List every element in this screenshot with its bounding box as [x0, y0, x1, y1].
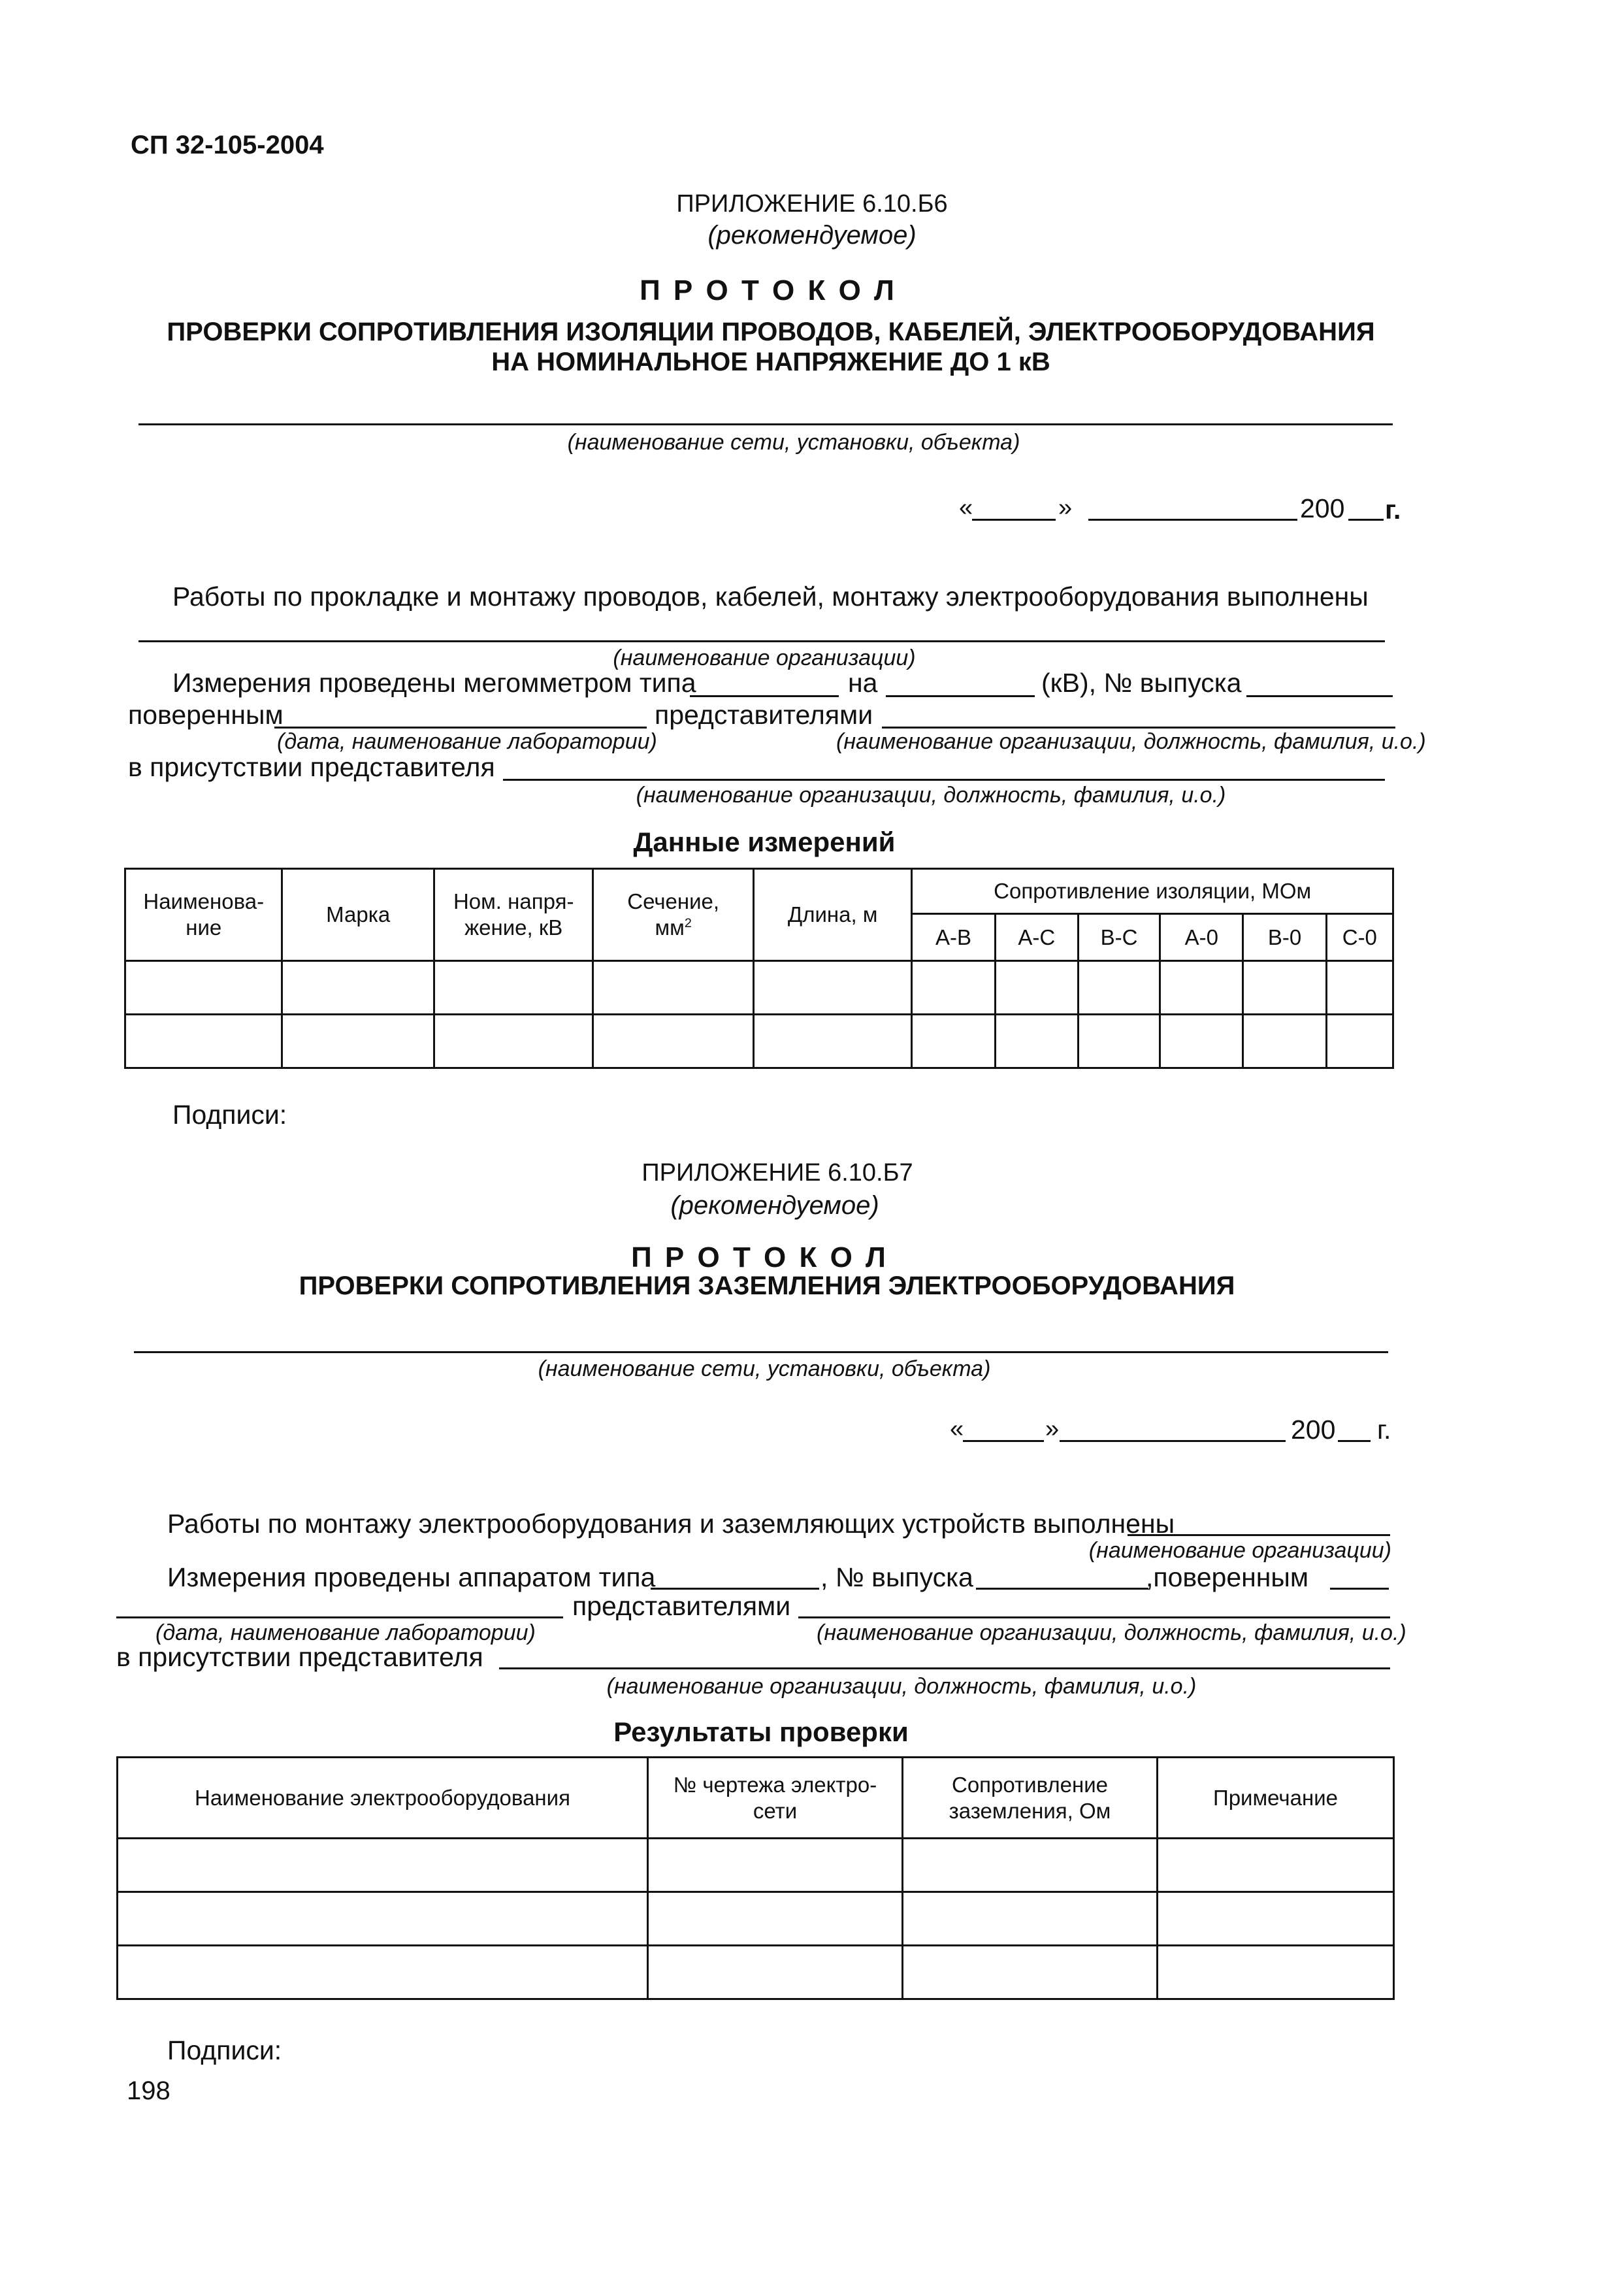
signatures-label: Подписи:	[172, 1100, 287, 1130]
table-cell[interactable]	[434, 961, 593, 1015]
header-ground-resistance: Сопротивление заземления, Ом	[903, 1758, 1158, 1839]
date-month-field-2[interactable]	[1060, 1440, 1286, 1442]
recommended-label-2: (рекомендуемое)	[670, 1191, 879, 1220]
table-cell[interactable]	[125, 961, 282, 1015]
signatures-label-2: Подписи:	[167, 2035, 282, 2065]
table-cell[interactable]	[648, 1892, 903, 1946]
lab-field[interactable]	[274, 727, 647, 729]
measurement-verified-2: ,поверенным	[1146, 1562, 1309, 1592]
header-brand: Марка	[282, 869, 434, 961]
header-equipment: Наименование электрооборудования	[118, 1758, 648, 1839]
subheader-a-c: А-С	[995, 914, 1078, 961]
page-number: 198	[127, 2076, 171, 2105]
representatives-label-2: представителями	[572, 1591, 791, 1621]
date-day-field-2[interactable]	[963, 1440, 1044, 1442]
date-open-quote: «	[959, 494, 973, 521]
lab-caption: (дата, наименование лаборатории)	[277, 729, 657, 754]
measurement-on: на	[848, 668, 878, 698]
header-section	[593, 869, 753, 961]
table-cell[interactable]	[753, 1015, 911, 1068]
representatives-label: представителями	[655, 700, 873, 730]
header-section-sup: 2	[684, 916, 692, 930]
date-year-suffix: г.	[1385, 495, 1401, 525]
date-close-quote-2: »	[1045, 1415, 1060, 1443]
measurement-statement-2: Измерения проведены аппаратом типа	[167, 1562, 656, 1592]
table-row	[125, 961, 1393, 1015]
table-cell[interactable]	[593, 1015, 753, 1068]
appendix-label: ПРИЛОЖЕНИЕ 6.10.Б6	[676, 190, 948, 218]
verified-label: поверенным	[128, 700, 284, 730]
subheader-b-0: В-0	[1243, 914, 1326, 961]
organization-caption-2: (наименование организации)	[1088, 1538, 1391, 1563]
table-row	[125, 1015, 1393, 1068]
org-person-caption-2: (наименование организации, должность, фамилия, и.о.)	[817, 1620, 1406, 1645]
table-cell[interactable]	[995, 961, 1078, 1015]
apparatus-type-field[interactable]	[651, 1588, 819, 1590]
measurement-issue-2: , № выпуска	[820, 1562, 973, 1592]
issue-number-field[interactable]	[1246, 695, 1393, 697]
header-drawing: № чертежа электро-сети	[648, 1758, 903, 1839]
protocol-heading-2: П Р О Т О К О Л	[631, 1241, 888, 1273]
works-statement-2: Работы по монтажу электрооборудования и заземляющих устройств выполнены	[167, 1509, 1175, 1539]
table-cell[interactable]	[1326, 961, 1393, 1015]
organization-field-2[interactable]	[1128, 1534, 1390, 1536]
table-cell[interactable]	[903, 1892, 1158, 1946]
date-year-field-2[interactable]	[1338, 1440, 1371, 1442]
date-day-field[interactable]	[972, 519, 1056, 521]
table-cell[interactable]	[118, 1946, 648, 1999]
representatives-field[interactable]	[882, 727, 1395, 729]
table-row	[118, 1892, 1394, 1946]
header-voltage: Ном. напря-жение, кВ	[434, 869, 593, 961]
table-cell[interactable]	[903, 1946, 1158, 1999]
date-year-prefix-2: 200	[1291, 1415, 1336, 1445]
table-cell[interactable]	[1243, 1015, 1326, 1068]
subheader-b-c: В-С	[1078, 914, 1160, 961]
protocol-title-line2: НА НОМИНАЛЬНОЕ НАПРЯЖЕНИЕ ДО 1 кВ	[491, 348, 1050, 376]
subheader-a-0: А-0	[1160, 914, 1243, 961]
recommended-label: (рекомендуемое)	[707, 221, 917, 250]
table-cell[interactable]	[282, 1015, 434, 1068]
table-row	[118, 1839, 1394, 1892]
date-year-suffix-2: г.	[1377, 1415, 1391, 1445]
presence-label-2: в присутствии представителя	[116, 1642, 483, 1672]
table-cell[interactable]	[1078, 1015, 1160, 1068]
table-cell[interactable]	[593, 961, 753, 1015]
table-cell[interactable]	[1326, 1015, 1393, 1068]
verified-field-2a[interactable]	[1330, 1588, 1389, 1590]
measurement-kv-issue: (кВ), № выпуска	[1041, 668, 1242, 698]
table-row	[118, 1946, 1394, 1999]
presence-caption: (наименование организации, должность, фамилия, и.о.)	[636, 783, 1226, 808]
table-cell[interactable]	[912, 1015, 995, 1068]
table-cell[interactable]	[1160, 1015, 1243, 1068]
presence-label: в присутствии представителя	[128, 752, 495, 782]
issue-number-field-2[interactable]	[976, 1588, 1148, 1590]
results-table	[116, 1756, 1395, 2000]
object-name-caption: (наименование сети, установки, объекта)	[567, 430, 1020, 455]
table-cell[interactable]	[648, 1839, 903, 1892]
org-person-caption: (наименование организации, должность, фамилия, и.о.)	[836, 729, 1426, 754]
table-title: Данные измерений	[633, 827, 896, 857]
measurements-table	[124, 868, 1394, 1069]
object-name-line-2[interactable]	[134, 1351, 1388, 1353]
table-title-2: Результаты проверки	[613, 1716, 909, 1747]
table-cell[interactable]	[282, 961, 434, 1015]
protocol-title-2: ПРОВЕРКИ СОПРОТИВЛЕНИЯ ЗАЗЕМЛЕНИЯ ЭЛЕКТРООБОРУДОВАНИЯ	[299, 1271, 1235, 1300]
table-cell[interactable]	[125, 1015, 282, 1068]
representatives-field-2[interactable]	[798, 1616, 1390, 1618]
voltage-field[interactable]	[886, 695, 1035, 697]
table-cell[interactable]	[1158, 1892, 1394, 1946]
organization-caption: (наименование организации)	[613, 646, 916, 670]
table-cell[interactable]	[118, 1839, 648, 1892]
date-year-prefix: 200	[1300, 493, 1345, 523]
table-cell[interactable]	[434, 1015, 593, 1068]
date-year-field[interactable]	[1348, 519, 1384, 521]
presence-field-2[interactable]	[499, 1667, 1390, 1669]
table-cell[interactable]	[753, 961, 911, 1015]
date-close-quote: »	[1058, 494, 1073, 521]
appendix-label-2: ПРИЛОЖЕНИЕ 6.10.Б7	[641, 1159, 913, 1187]
megohmmeter-type-field[interactable]	[690, 695, 839, 697]
header-note: Примечание	[1158, 1758, 1394, 1839]
table-cell[interactable]	[1078, 961, 1160, 1015]
date-month-field[interactable]	[1088, 519, 1297, 521]
presence-caption-2: (наименование организации, должность, фамилия, и.о.)	[606, 1674, 1197, 1699]
lab-field-2[interactable]	[116, 1616, 563, 1618]
header-length: Длина, м	[753, 869, 911, 961]
header-section-unit: мм	[655, 915, 685, 940]
header-name: Наименова-ние	[125, 869, 282, 961]
presence-field[interactable]	[503, 779, 1385, 781]
document-code: СП 32-105-2004	[131, 131, 324, 159]
header-section-label: Сечение,	[627, 889, 720, 914]
header-resistance: Сопротивление изоляции, МОм	[912, 869, 1393, 914]
table-cell[interactable]	[912, 961, 995, 1015]
measurement-statement: Измерения проведены мегомметром типа	[172, 668, 696, 698]
table-cell[interactable]	[1243, 961, 1326, 1015]
organization-line[interactable]	[138, 640, 1385, 642]
table-cell[interactable]	[995, 1015, 1078, 1068]
object-name-caption-2: (наименование сети, установки, объекта)	[538, 1356, 991, 1381]
subheader-c-0: С-0	[1326, 914, 1393, 961]
table-cell[interactable]	[118, 1892, 648, 1946]
table-cell[interactable]	[903, 1839, 1158, 1892]
works-statement: Работы по прокладке и монтажу проводов, кабелей, монтажу электрооборудования выполнены	[172, 582, 1369, 612]
lab-caption-2: (дата, наименование лаборатории)	[155, 1620, 536, 1645]
date-open-quote-2: «	[950, 1415, 964, 1443]
protocol-title-line1: ПРОВЕРКИ СОПРОТИВЛЕНИЯ ИЗОЛЯЦИИ ПРОВОДОВ, КАБЕЛЕЙ, ЭЛЕКТРООБОРУДОВАНИЯ	[167, 318, 1375, 346]
subheader-a-b: А-В	[912, 914, 995, 961]
table-cell[interactable]	[648, 1946, 903, 1999]
table-cell[interactable]	[1158, 1839, 1394, 1892]
table-cell[interactable]	[1160, 961, 1243, 1015]
object-name-line[interactable]	[138, 423, 1393, 425]
protocol-heading: П Р О Т О К О Л	[640, 274, 897, 306]
table-cell[interactable]	[1158, 1946, 1394, 1999]
